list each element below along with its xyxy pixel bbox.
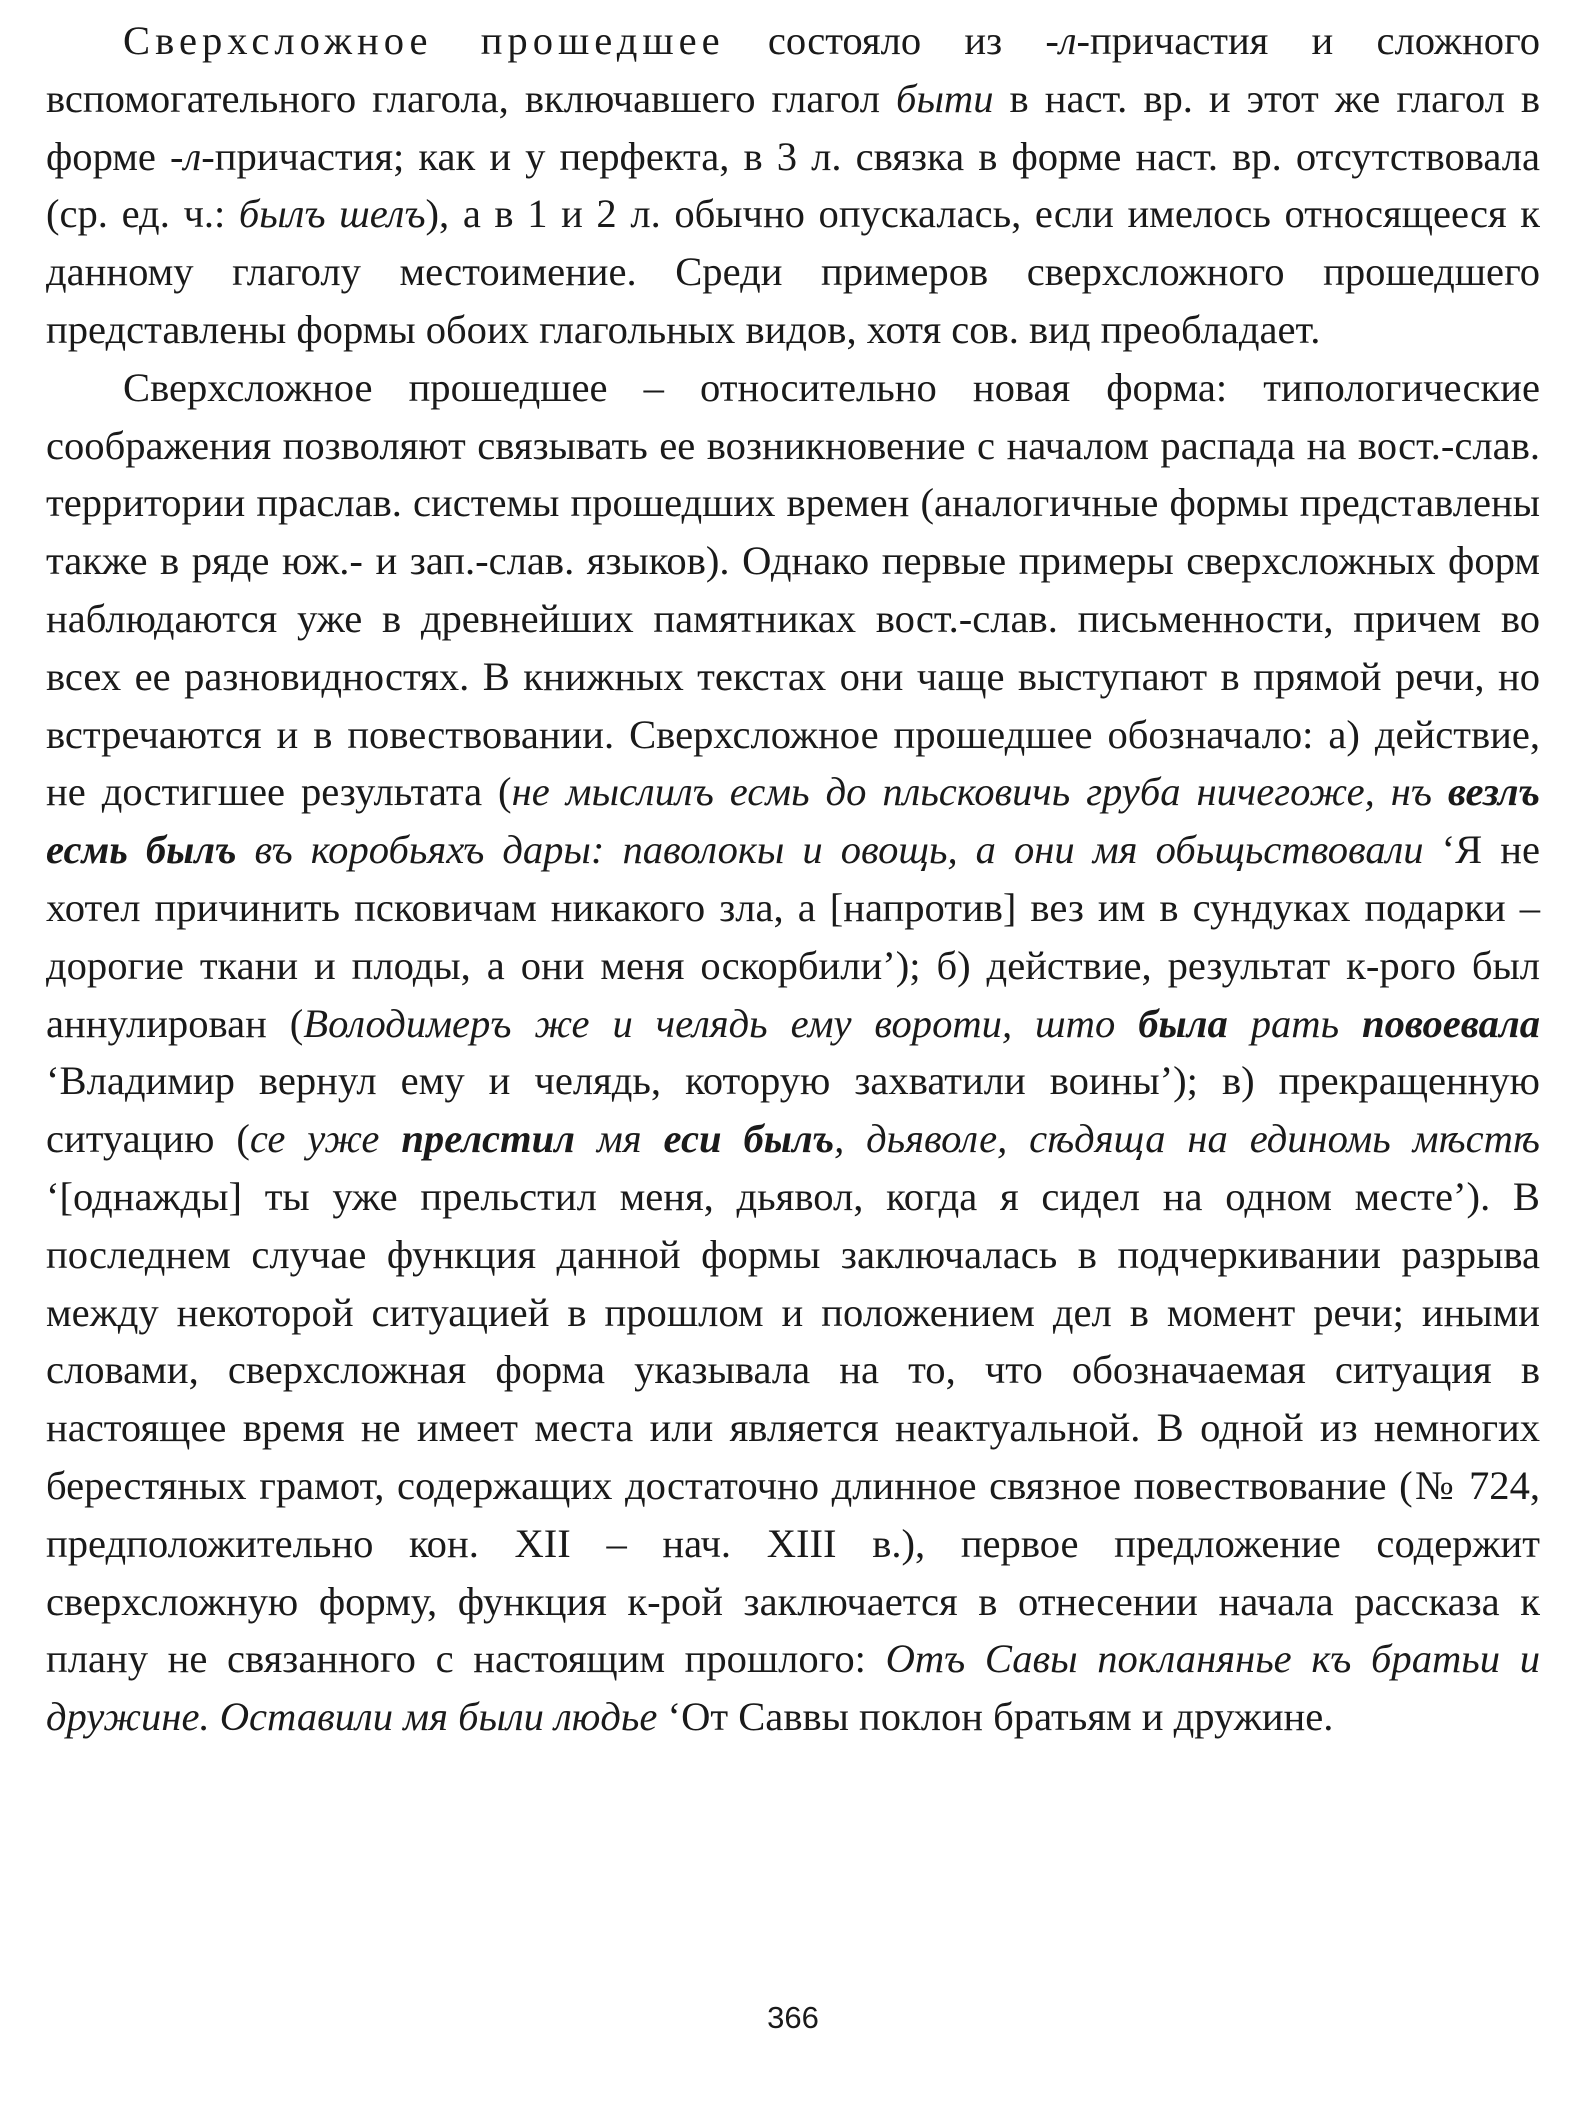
term-spaced: Сверхсложное прошедшее [123, 18, 725, 63]
paragraph-1 [46, 12, 1540, 359]
example-italic: мя [575, 1116, 664, 1162]
translation-run: ‘Я не хотел причинить псковичам никакого зла, а [напротив] вез им в сундуках подарки – дорогие ткани и плоды, а они меня оскорбили’); б) действие, результат к-рого был аннулирован ( [46, 827, 1540, 1046]
example-italic: се уже [249, 1116, 402, 1162]
text-run: Сверхсложное прошедшее – относительно новая форма: типологические соображения позволяют связывать ее возникновение с началом распада на вост.-слав. территории праслав. системы прошедших времен (аналогичные формы представлены также в ряде юж.- и зап.-слав. языков). Однако первые примеры сверхсложных форм наблюдаются уже в древнейших памятниках вост.-слав. письменности, причем во всех ее разновидностях. В книжных текстах они чаще выступают в прямой речи, но встречаются и в повествовании. Сверхсложное прошедшее обозначало: а) действие, не достигшее результата ( [46, 364, 1540, 815]
text-run: в наст. вр. и этот же глагол в форме - [46, 75, 1541, 179]
example-bold-italic: прелстил [401, 1116, 575, 1162]
translation-run: ‘От Саввы поклон братьям и дружине. [657, 1694, 1334, 1740]
translation-run: ‘[однажды] ты уже прельстил меня, дьявол, когда я сидел на одном месте’). В последнем случае функция данной формы заключалась в подчеркивании разрыва между некоторой ситуацией в прошлом и положением дел в момент речи; иными словами, сверхсложная форма указывала на то, что обозначаемая ситуация в настоящее время не имеет места или является неактуальной. В одной из немногих берестяных грамот, содержащих достаточно длинное связное повествование (№ 724, предположительно кон. XII – нач. XIII в.), первое предложение содержит сверхсложную форму, функция к-рой заключается в отнесении начала рассказа к плану не связанного с настоящим прошлого: [46, 1173, 1540, 1682]
italic-run: л [1058, 18, 1077, 63]
example-italic: , дьяволе, сѣдяща на единомь мѣстѣ [834, 1116, 1540, 1162]
italic-run: л [183, 133, 202, 179]
book-page [46, 12, 1540, 1746]
page-number: 366 [767, 2000, 819, 2035]
text-run: -причастия; как и у перфекта, в 3 л. связка в форме наст. вр. отсутствовала (ср. ед. ч.: [46, 133, 1540, 237]
text-run: состояло из - [724, 18, 1059, 63]
text-run: ), а в 1 и 2 л. обычно опускалась, если имелось относящееся к данному глаголу местоимение. Среди примеров сверхсложного прошедшего представлены формы обоих глагольных видов, хотя сов. вид преобладает. [46, 191, 1541, 352]
example-bold-italic: везлъ есмь былъ [46, 769, 1540, 873]
example-bold-italic: повоевала [1362, 1000, 1541, 1046]
translation-run: ‘Владимир вернул ему и челядь, которую захватили воины’); в) прекращенную ситуацию ( [46, 1058, 1540, 1162]
example-bold-italic: еси былъ [663, 1116, 835, 1162]
italic-run: быти [896, 75, 994, 121]
example-italic: Володимеръ же и челядь ему вороти, што [303, 1000, 1139, 1046]
paragraph-2 [46, 359, 1540, 1746]
example-italic: въ коробьяхъ дары: паволокы и овощь, а они мя обьщьствовали [236, 827, 1424, 873]
example-italic: былъ шелъ [238, 191, 426, 237]
example-bold-italic: была [1138, 1000, 1228, 1046]
example-italic: не мыслилъ есмь до пльсковичь груба ничегоже, нъ [511, 769, 1448, 815]
text-run: -причастия и сложного вспомогательного глагола, включавшего глагол [46, 18, 1540, 121]
example-italic: рать [1227, 1000, 1362, 1046]
example-italic: Отъ Савы покланянье къ братьи и дружине. Оставили мя были людье [46, 1636, 1540, 1740]
